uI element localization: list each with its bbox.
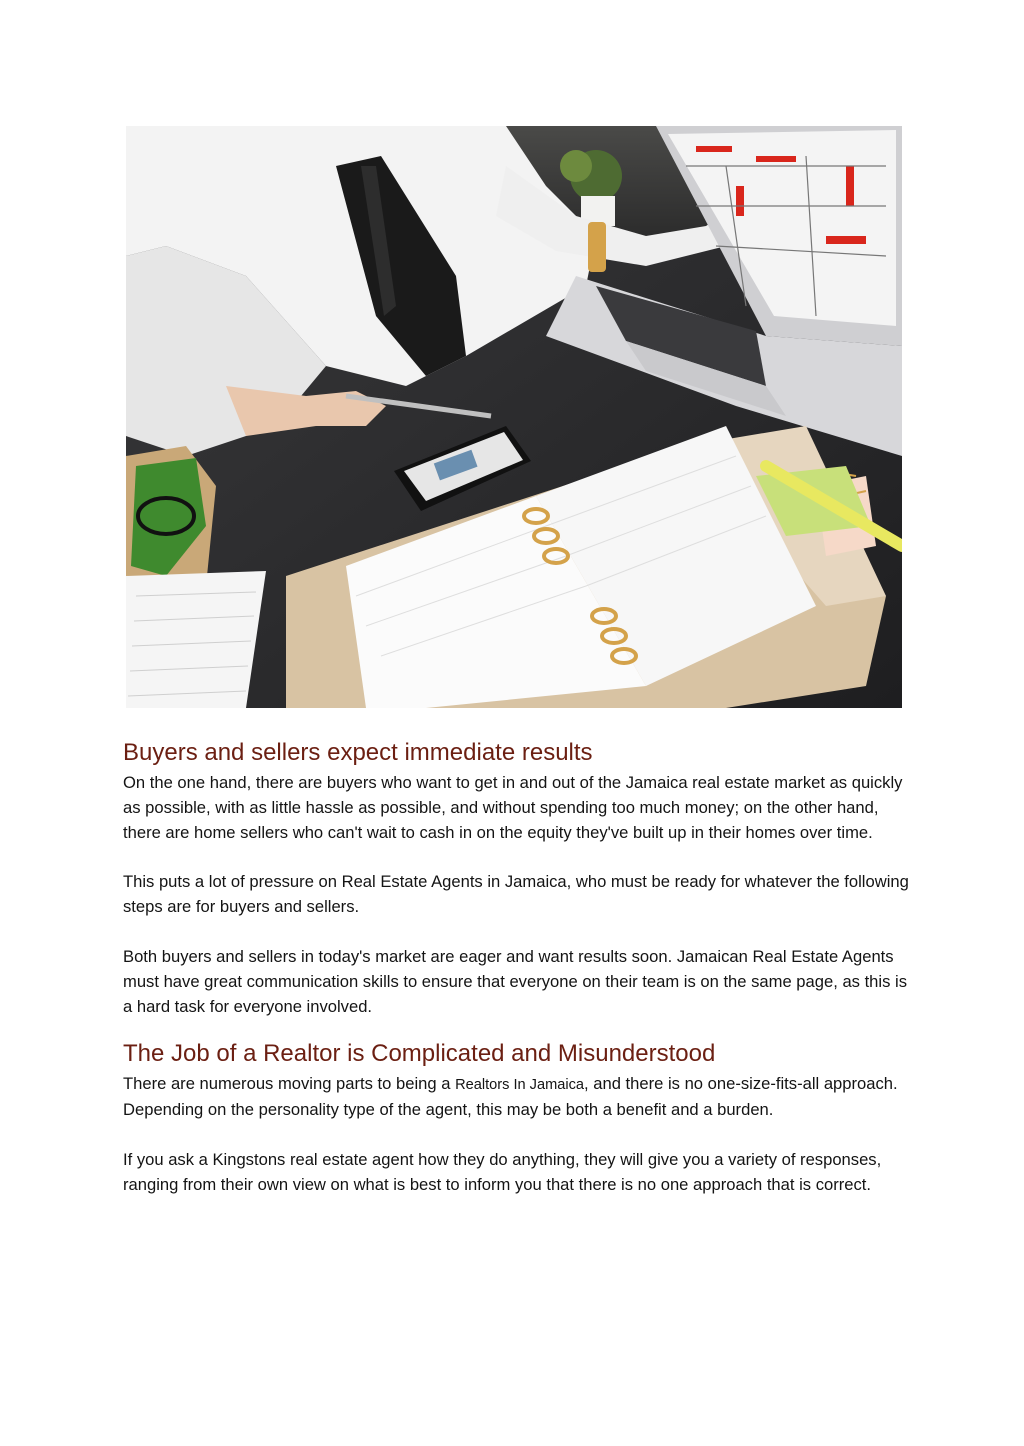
- paragraph: This puts a lot of pressure on Real Estate Agents in Jamaica, who must be ready for whatever the following steps are for buyers and sellers.: [123, 872, 909, 917]
- office-desk-photo-icon: [126, 126, 902, 708]
- paragraph: On the one hand, there are buyers who want to get in and out of the Jamaica real estate market as quickly as possible, with as little hassle as possible, and without spending too much money; on the other hand, there are home sellers who can't wait to cash in on the equity they've built up in their homes over time.: [123, 773, 903, 842]
- section-heading: Buyers and sellers expect immediate results: [123, 739, 593, 766]
- paragraph-text: There are numerous moving parts to being a: [123, 1074, 456, 1094]
- realtors-link[interactable]: Realtors In Jamaica: [455, 1077, 585, 1094]
- paragraph-text: , and there is no one-size-fits-all approach. Depending on the personality type of the agent, this may be both a benefit and a burden.: [123, 1074, 898, 1120]
- section-heading: The Job of a Realtor is Complicated and Misunderstood: [123, 1040, 716, 1068]
- article: [123, 738, 913, 1198]
- paragraph: If you ask a Kingstons real estate agent how they do anything, they will give you a variety of responses, ranging from their own view on what is best to inform you that there is no one approach that is correct.: [123, 1149, 882, 1194]
- hero-photo: [126, 126, 902, 708]
- paragraph: [123, 1072, 913, 1123]
- paragraph: Both buyers and sellers in today's market are eager and want results soon. Jamaican Real Estate Agents must have great communication skills to ensure that everyone on their team is on the same page, as this is a hard task for everyone involved.: [123, 946, 907, 1016]
